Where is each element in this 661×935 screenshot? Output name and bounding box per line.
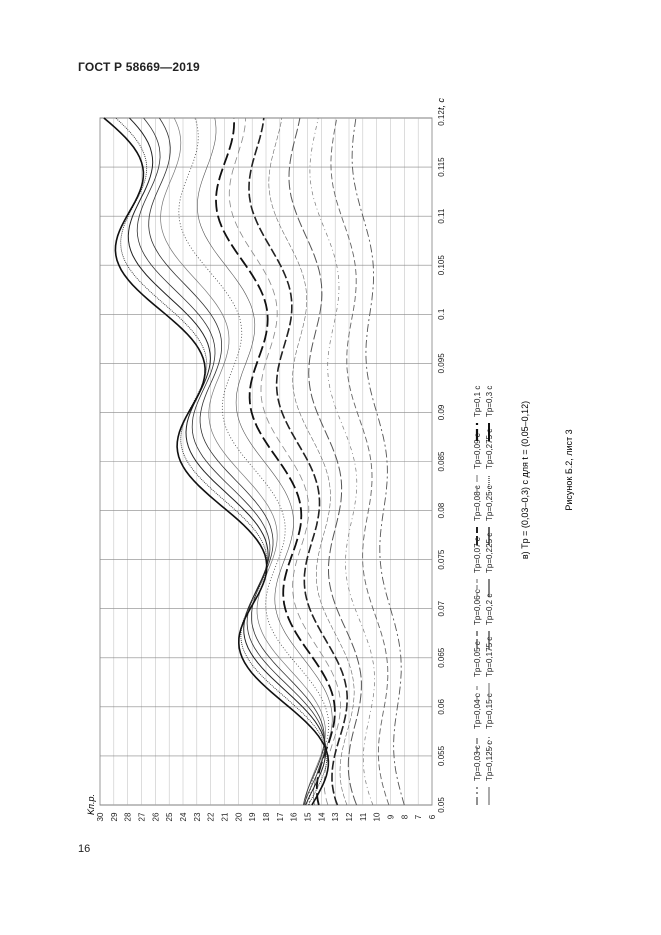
t-tick-label: 0.115 (437, 157, 446, 177)
k-tick-label: 24 (179, 812, 188, 822)
k-tick-label: 22 (206, 812, 216, 822)
t-tick-label: 0.11 (437, 208, 446, 224)
k-tick-label: 9 (386, 814, 396, 820)
t-tick-label: 0.09 (437, 404, 446, 421)
k-tick-label: 23 (192, 812, 202, 822)
legend-label: Tр=0,03 с (473, 745, 482, 781)
legend-label: Tр=0,275 с (485, 428, 494, 469)
t-tick-label: 0.085 (437, 451, 446, 472)
legend-label: Tр=0,25 с (485, 485, 494, 521)
legend-label: Tр=0,05 с (473, 641, 482, 677)
k-tick-label: 27 (137, 812, 147, 822)
t-tick-label: 0.05 (437, 797, 446, 813)
t-tick-label: 0.055 (437, 745, 446, 766)
k-tick-label: 7 (414, 814, 424, 820)
figure-subcaption: в) Tр = (0,03–0,3) с для t = (0,05–0,12) (520, 400, 530, 560)
document-header: ГОСТ Р 58669—2019 (78, 60, 200, 74)
t-tick-label: 0.1 (437, 308, 446, 320)
legend-label: Tр=0,2 с (485, 593, 494, 625)
page-number: 16 (78, 843, 91, 855)
legend-label: Tр=0,15 с (485, 693, 494, 729)
legend-label: Tр=0,1 с (473, 385, 482, 417)
k-tick-label: 25 (165, 812, 175, 822)
k-tick-label: 26 (151, 812, 161, 822)
figure-caption: Рисунок Б.2, лист 3 (564, 429, 574, 511)
legend-label: Tр=0,04 с (473, 693, 482, 729)
t-tick-label: 0.095 (437, 353, 446, 374)
k-tick-label: 16 (289, 812, 299, 822)
k-tick-label: 28 (123, 812, 133, 822)
k-tick-label: 29 (109, 812, 119, 822)
k-tick-label: 6 (428, 814, 437, 820)
legend-label: Tр=0,175 с (485, 636, 494, 677)
k-tick-label: 11 (358, 812, 368, 822)
t-tick-label: 0.065 (437, 647, 446, 668)
legend-label: Tр=0,08 с (473, 485, 482, 521)
t-tick-label: 0.08 (437, 502, 446, 519)
k-tick-label: 18 (262, 812, 271, 822)
k-tick-label: 30 (96, 812, 105, 822)
k-tick-label: 12 (345, 812, 354, 822)
k-tick-label: 15 (303, 812, 313, 822)
x-axis-label: t, c (436, 97, 446, 110)
chart-plot-area (100, 118, 432, 805)
k-tick-label: 21 (220, 812, 230, 822)
t-tick-label: 0.12 (437, 110, 446, 126)
legend-label: Tр=0,07 с (473, 537, 482, 573)
t-tick-label: 0.07 (437, 600, 446, 617)
k-tick-label: 19 (248, 812, 258, 822)
legend-label: Tр=0,09 с (473, 433, 482, 469)
legend-label: Tр=0,225 с (485, 532, 494, 573)
t-tick-label: 0.105 (437, 255, 446, 276)
k-tick-label: 10 (372, 812, 382, 822)
k-tick-label: 13 (331, 812, 341, 822)
t-tick-label: 0.06 (437, 699, 446, 715)
t-tick-label: 0.075 (437, 549, 446, 570)
legend-label: Tр=0,06 с (473, 589, 482, 625)
k-tick-label: 14 (317, 812, 327, 822)
legend-label: Tр=0,3 с (485, 385, 494, 417)
k-tick-label: 8 (400, 814, 410, 820)
k-tick-label: 20 (234, 812, 244, 822)
y-axis-label: Kп.р. (86, 794, 96, 815)
legend-label: Tр=0,125 с (485, 740, 494, 781)
k-tick-label: 17 (275, 812, 285, 822)
chart-legend (473, 386, 494, 805)
